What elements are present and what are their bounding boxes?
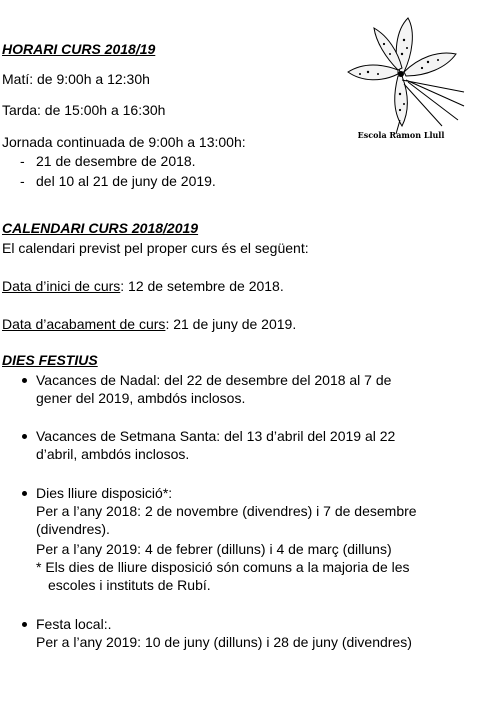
- dash-marker: -: [20, 173, 25, 189]
- festa-local-title: Festa local:.: [36, 616, 112, 632]
- nadal-line: gener del 2019, ambdós inclosos.: [36, 390, 246, 406]
- dash-marker: -: [20, 153, 25, 169]
- horari-jornada: Jornada continuada de 9:00h a 13:00h:: [2, 134, 246, 150]
- jornada-date: del 10 al 21 de juny de 2019.: [36, 173, 216, 189]
- setmana-santa-line: Vacances de Setmana Santa: del 13 d’abril del 2019 al 22: [36, 428, 396, 444]
- festius-title: DIES FESTIUS: [2, 352, 98, 368]
- lliure-line: (divendres).: [36, 521, 110, 537]
- data-inici-label: Data d’inici de curs: [2, 278, 121, 294]
- bullet-icon: [22, 378, 27, 383]
- bullet-icon: [22, 622, 27, 627]
- horari-tarda: Tarda: de 15:00h a 16:30h: [2, 102, 166, 118]
- data-inici-value: : 12 de setembre de 2018.: [120, 278, 284, 294]
- data-inici: [2, 277, 284, 295]
- horari-title: HORARI CURS 2018/19: [2, 41, 156, 57]
- logo-caption: Escola Ramon Llull: [357, 130, 445, 140]
- lliure-line: Per a l’any 2019: 4 de febrer (dilluns) i 4 de març (dilluns): [36, 541, 392, 557]
- calendari-title: CALENDARI CURS 2018/2019: [2, 220, 199, 236]
- data-final-label: Data d’acabament de curs: [2, 316, 166, 332]
- bullet-icon: [22, 434, 27, 439]
- school-logo-icon: [338, 10, 468, 148]
- lliure-line: Per a l’any 2018: 2 de novembre (divendres) i 7 de desembre: [36, 503, 417, 519]
- lliure-note-line: escoles i instituts de Rubí.: [48, 577, 211, 593]
- data-final-value: : 21 de juny de 2019.: [165, 316, 297, 332]
- lliure-note-line: * Els dies de lliure disposició són comuns a la majoria de les: [36, 559, 410, 575]
- jornada-date: 21 de desembre de 2018.: [36, 153, 196, 169]
- nadal-line: Vacances de Nadal: del 22 de desembre del 2018 al 7 de: [36, 372, 392, 388]
- festa-local-line: Per a l’any 2019: 10 de juny (dilluns) i 28 de juny (divendres): [36, 634, 412, 650]
- calendari-intro: El calendari previst pel proper curs és el següent:: [2, 240, 309, 256]
- horari-mati: Matí: de 9:00h a 12:30h: [2, 71, 150, 87]
- lliure-title: Dies lliure disposició*:: [36, 485, 173, 501]
- bullet-icon: [22, 491, 27, 496]
- setmana-santa-line: d’abril, ambdós inclosos.: [36, 446, 190, 462]
- data-final: [2, 315, 296, 333]
